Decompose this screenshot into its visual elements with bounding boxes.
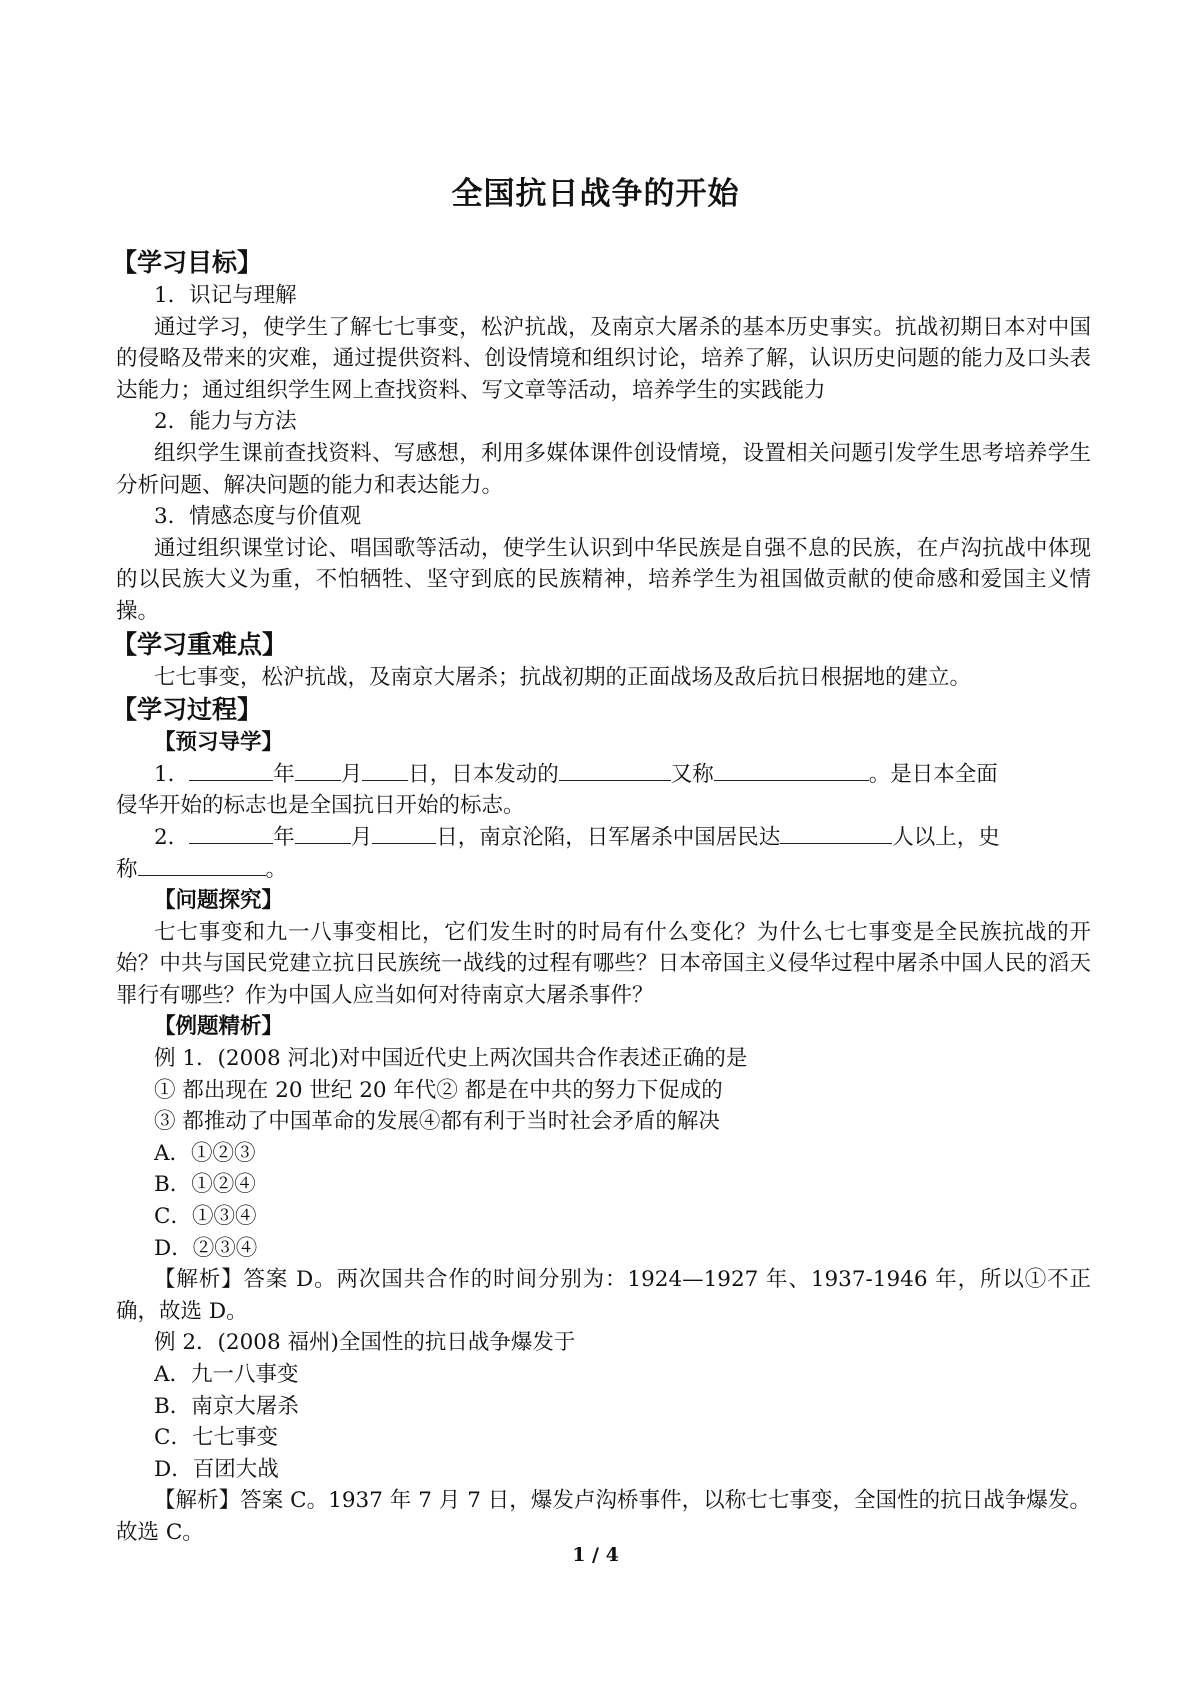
blank-label: 称 <box>116 856 138 882</box>
preview-question-1 <box>116 759 1091 791</box>
blank-label: 日，南京沦陷，日军屠杀中国居民达 <box>436 824 781 850</box>
blank-label: 日，日本发动的 <box>408 761 559 787</box>
fill-blank-day[interactable] <box>362 760 408 781</box>
document-body <box>112 246 1091 1549</box>
blank-label: 又称 <box>670 761 714 787</box>
fill-blank-month[interactable] <box>295 823 351 844</box>
blank-label: 月 <box>340 761 363 787</box>
example-1-option-d: D．②③④ <box>154 1235 258 1261</box>
fill-blank-month[interactable] <box>295 760 341 781</box>
example-1-statement-b: ③ 都推动了中国革命的发展④都有利于当时社会矛盾的解决 <box>154 1109 720 1135</box>
preview-question-2 <box>116 822 1091 854</box>
goal-item-2-title: 2．能力与方法 <box>154 409 297 435</box>
inquiry-text: 七七事变和九一八事变相比，它们发生时的时局有什么变化？为什么七七事变是全民族抗战的开始？中共与国民党建立抗日民族统一战线的过程有哪些？日本帝国主义侵华过程中屠杀中国人民的滔天罪行有哪些？作为中国人应当如何对待南京大屠杀事件？ <box>116 919 1091 1008</box>
section-heading-process: 【学习过程】 <box>112 695 263 725</box>
question-number: 1． <box>154 761 190 787</box>
goal-item-1-title: 1．识记与理解 <box>154 283 297 308</box>
blank-label: 。 <box>265 856 288 882</box>
blank-label: 年 <box>273 824 295 850</box>
example-1-statement-a: ① 都出现在 20 世纪 20 年代② 都是在中共的努力下促成的 <box>154 1077 723 1103</box>
example-2-analysis: 【解析】答案 C。1937 年 7 月 7 日，爆发卢沟桥事件，以称七七事变，全国性的抗日战争爆发。故选 C。 <box>116 1488 1091 1545</box>
fill-blank-year[interactable] <box>189 823 273 844</box>
preview-question-1-cont: 侵华开始的标志也是全国抗日开始的标志。 <box>116 793 525 819</box>
blank-label: 月 <box>350 824 373 850</box>
example-1-option-c: C．①③④ <box>154 1204 257 1230</box>
preview-question-2-cont <box>116 854 1091 886</box>
fill-blank-name[interactable] <box>138 855 266 876</box>
page-title: 全国抗日战争的开始 <box>451 176 740 212</box>
subheading-inquiry: 【问题探究】 <box>154 888 284 914</box>
example-2-option-d: D．百团大战 <box>154 1456 279 1482</box>
example-1-analysis: 【解析】答案 D。两次国共合作的时间分别为：1924—1927 年、1937-1946 年，所以①不正确，故选 D。 <box>116 1267 1091 1324</box>
goal-item-2-text: 组织学生课前查找资料、写感想，利用多媒体课件创设情境，设置相关问题引发学生思考培养学生分析问题、解决问题的能力和表达能力。 <box>116 440 1091 498</box>
example-2-option-b: B．南京大屠杀 <box>154 1393 299 1419</box>
example-1-stem: 例 1．(2008 河北)对中国近代史上两次国共合作表述正确的是 <box>154 1046 748 1072</box>
goal-item-3-text: 通过组织课堂讨论、唱国歌等活动，使学生认识到中华民族是自强不息的民族，在卢沟抗战中体现的以民族大义为重，不怕牺牲、坚守到底的民族精神，培养学生为祖国做贡献的使命感和爱国主义情操。 <box>116 535 1091 624</box>
example-2-stem: 例 2．(2008 福州)全国性的抗日战争爆发于 <box>154 1330 576 1356</box>
blank-label: 人以上，史 <box>892 824 1000 850</box>
example-2-option-a: A．九一八事变 <box>154 1362 299 1387</box>
key-points-text: 七七事变，松沪抗战，及南京大屠杀；抗战初期的正面战场及敌后抗日根据地的建立。 <box>154 664 972 690</box>
fill-blank-day[interactable] <box>372 823 436 844</box>
section-heading-key-points: 【学习重难点】 <box>112 629 288 659</box>
blank-label: 。是日本全面 <box>868 761 998 787</box>
fill-blank-event[interactable] <box>559 760 671 781</box>
subheading-preview: 【预习导学】 <box>154 730 284 756</box>
question-number: 2． <box>154 824 190 850</box>
subheading-examples: 【例题精析】 <box>154 1014 284 1040</box>
example-2-option-c: C．七七事变 <box>154 1425 278 1451</box>
fill-blank-count[interactable] <box>780 823 892 844</box>
goal-item-3-title: 3．情感态度与价值观 <box>154 504 362 530</box>
page-number: 1 / 4 <box>572 1544 619 1566</box>
goal-item-1-text: 通过学习，使学生了解七七事变，松沪抗战，及南京大屠杀的基本历史事实。抗战初期日本对中国的侵略及带来的灾难，通过提供资料、创设情境和组织讨论，培养了解，认识历史问题的能力及口头表达能力；通过组织学生网上查找资料、写文章等活动，培养学生的实践能力 <box>116 314 1091 403</box>
blank-label: 年 <box>273 761 295 787</box>
example-1-option-b: B．①②④ <box>154 1172 256 1198</box>
example-1-option-a: A．①②③ <box>154 1140 256 1166</box>
fill-blank-alias[interactable] <box>714 760 869 781</box>
fill-blank-year[interactable] <box>189 760 273 781</box>
section-heading-goals: 【学习目标】 <box>112 248 263 277</box>
